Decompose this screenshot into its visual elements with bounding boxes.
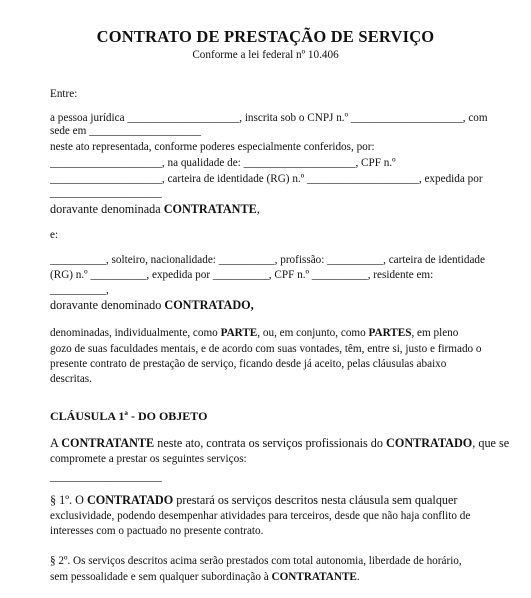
partes-term: PARTES xyxy=(368,327,412,339)
contratante-term: CONTRATANTE xyxy=(163,202,257,216)
contractor-line-6: ____________________ xyxy=(50,187,162,199)
contratante-prefix: doravante denominada xyxy=(50,202,164,216)
clause-1-contratante: CONTRATANTE xyxy=(61,436,155,450)
clause-1-text-1: A xyxy=(50,436,62,450)
paragraph-2-contratante: CONTRATANTE xyxy=(271,571,357,583)
parties-paragraph-line-4: descritas. xyxy=(50,373,92,385)
contratado-term: CONTRATADO, xyxy=(164,298,254,312)
parties-text-3: , em pleno xyxy=(411,327,459,339)
parties-text-2: , ou, em conjunto, como xyxy=(257,327,369,339)
paragraph-1-line-2: exclusividade, podendo desempenhar atividades para terceiros, desde que não haja conflito de xyxy=(50,510,471,522)
clause-1-contratado: CONTRATADO xyxy=(386,436,473,450)
paragraph-2-text-1: sem pessoalidade e sem qualquer subordinação à xyxy=(50,571,272,583)
contracted-line-2: (RG) n.º __________, expedida por __________, CPF n.º __________, residente em: xyxy=(50,269,434,281)
clause-1-blank-line: ____________________ xyxy=(50,471,162,483)
parties-paragraph-line-2: gozo de suas faculdades mentais, e de acordo com suas vontades, têm, entre si, justo e firmado o xyxy=(50,343,482,355)
paragraph-2-line-2 xyxy=(50,570,360,584)
contractor-line-1: a pessoa jurídica ____________________, inscrita sob o CNPJ n.º ____________________, com xyxy=(50,112,488,124)
contractor-line-2: sede em ____________________ xyxy=(50,125,202,137)
contractor-line-5: ____________________, carteira de identidade (RG) n.º ____________________, expedida por xyxy=(50,173,483,185)
clause-1-text-3: , que se xyxy=(472,436,510,450)
paragraph-1-line-3: interesses com o pactuado no presente contrato. xyxy=(50,525,264,537)
parties-text-1: denominadas, individualmente, como xyxy=(50,327,221,339)
contracted-line-1: __________, solteiro, nacionalidade: __________, profissão: __________, carteira de identidade xyxy=(50,254,485,266)
parties-paragraph-line-1 xyxy=(50,326,458,340)
contratado-definition xyxy=(50,298,254,312)
contratado-prefix: doravante denominado xyxy=(50,298,165,312)
contractor-line-3: neste ato representada, conforme poderes especialmente conferidos, por: xyxy=(50,141,375,153)
paragraph-2-text-2: . xyxy=(356,571,360,583)
clause-1-line-2: compromete a prestar os seguintes serviços: xyxy=(50,453,247,465)
document-title: CONTRATO DE PRESTAÇÃO DE SERVIÇO xyxy=(96,27,435,46)
contractor-line-4: ____________________, na qualidade de: ____________________, CPF n.º xyxy=(50,157,396,169)
paragraph-1-text-2: prestará os serviços descritos nesta cláusula sem qualquer xyxy=(173,493,458,507)
paragraph-1-contratado: CONTRATADO xyxy=(86,493,174,507)
parte-term: PARTE xyxy=(220,327,258,339)
clause-1-text-2: neste ato, contrata os serviços profissionais do xyxy=(154,436,387,450)
contracted-line-3: __________, xyxy=(50,284,109,296)
paragraph-2-line-1: § 2º. Os serviços descritos acima serão prestados com total autonomia, liberdade de horário, xyxy=(50,555,462,567)
e-label: e: xyxy=(50,229,59,241)
paragraph-1-line-1 xyxy=(50,493,457,507)
clause-1-line-1 xyxy=(50,436,509,450)
entre-label: Entre: xyxy=(50,88,78,100)
parties-paragraph-line-3: presente contrato de prestação de serviço, ficando desde já aceito, pelas cláusulas abaixo xyxy=(50,358,447,370)
paragraph-1-text-1: § 1º. O xyxy=(50,493,87,507)
document-subtitle: Conforme a lei federal nº 10.406 xyxy=(192,49,339,61)
contratante-suffix: , xyxy=(256,202,260,216)
contratante-definition xyxy=(50,202,260,216)
clause-1-heading: CLÁUSULA 1ª - DO OBJETO xyxy=(50,409,208,423)
